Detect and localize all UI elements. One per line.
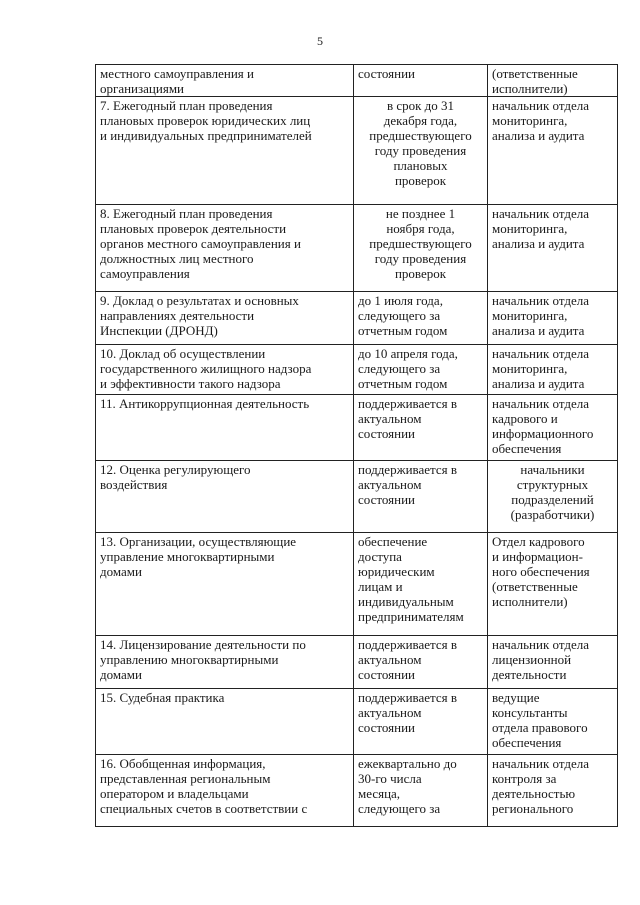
- row-name-cell: 14. Лицензирование деятельности по управлению многоквартирными домами: [96, 636, 354, 689]
- table-row: [96, 65, 618, 97]
- row-term-cell: до 1 июля года, следующего за отчетным годом: [354, 292, 488, 345]
- row-term-cell: обеспечение доступа юридическим лицам и индивидуальным предпринимателям: [354, 533, 488, 636]
- row-responsible-cell: начальник отдела мониторинга, анализа и аудита: [488, 97, 618, 205]
- table-row: [96, 755, 618, 827]
- table-row: [96, 461, 618, 533]
- row-name-cell: 11. Антикоррупционная деятельность: [96, 395, 354, 461]
- row-responsible-cell: (ответственные исполнители): [488, 65, 618, 97]
- row-name-cell: 7. Ежегодный план проведения плановых проверок юридических лиц и индивидуальных предпринимателей: [96, 97, 354, 205]
- row-name-cell: 8. Ежегодный план проведения плановых проверок деятельности органов местного самоуправления и должностных лиц местного самоуправления: [96, 205, 354, 292]
- row-name-cell: 12. Оценка регулирующего воздействия: [96, 461, 354, 533]
- information-plan-table: [95, 64, 618, 827]
- row-term-cell: поддерживается в актуальном состоянии: [354, 461, 488, 533]
- row-responsible-cell: начальник отдела мониторинга, анализа и аудита: [488, 292, 618, 345]
- row-responsible-cell: Отдел кадрового и информацион- ного обеспечения (ответственные исполнители): [488, 533, 618, 636]
- page-number: 5: [317, 34, 323, 48]
- row-name-cell: 9. Доклад о результатах и основных направлениях деятельности Инспекции (ДРОНД): [96, 292, 354, 345]
- table-row: [96, 292, 618, 345]
- row-name-cell: 16. Обобщенная информация, представленная региональным оператором и владельцами специальных счетов в соответствии с: [96, 755, 354, 827]
- table-row: [96, 533, 618, 636]
- table-row: [96, 689, 618, 755]
- row-term-cell: не позднее 1 ноября года, предшествующего году проведения проверок: [354, 205, 488, 292]
- table-row: [96, 345, 618, 395]
- row-name-cell: 15. Судебная практика: [96, 689, 354, 755]
- row-term-cell: поддерживается в актуальном состоянии: [354, 636, 488, 689]
- row-term-cell: до 10 апреля года, следующего за отчетным годом: [354, 345, 488, 395]
- row-name-cell: 10. Доклад об осуществлении государственного жилищного надзора и эффективности такого надзора: [96, 345, 354, 395]
- row-responsible-cell: ведущие консультанты отдела правового обеспечения: [488, 689, 618, 755]
- row-term-cell: поддерживается в актуальном состоянии: [354, 395, 488, 461]
- row-term-cell: состоянии: [354, 65, 488, 97]
- row-responsible-cell: начальник отдела мониторинга, анализа и аудита: [488, 205, 618, 292]
- row-name-cell: 13. Организации, осуществляющие управление многоквартирными домами: [96, 533, 354, 636]
- table-row: [96, 636, 618, 689]
- row-term-cell: в срок до 31 декабря года, предшествующего году проведения плановых проверок: [354, 97, 488, 205]
- row-responsible-cell: начальник отдела кадрового и информационного обеспечения: [488, 395, 618, 461]
- row-term-cell: ежеквартально до 30-го числа месяца, следующего за: [354, 755, 488, 827]
- row-term-cell: поддерживается в актуальном состоянии: [354, 689, 488, 755]
- row-responsible-cell: начальник отдела лицензионной деятельности: [488, 636, 618, 689]
- row-responsible-cell: начальник отдела контроля за деятельностью регионального: [488, 755, 618, 827]
- row-responsible-cell: начальники структурных подразделений (разработчики): [488, 461, 618, 533]
- table-row: [96, 395, 618, 461]
- table-row: [96, 97, 618, 205]
- row-responsible-cell: начальник отдела мониторинга, анализа и аудита: [488, 345, 618, 395]
- row-name-cell: местного самоуправления и организациями: [96, 65, 354, 97]
- table-row: [96, 205, 618, 292]
